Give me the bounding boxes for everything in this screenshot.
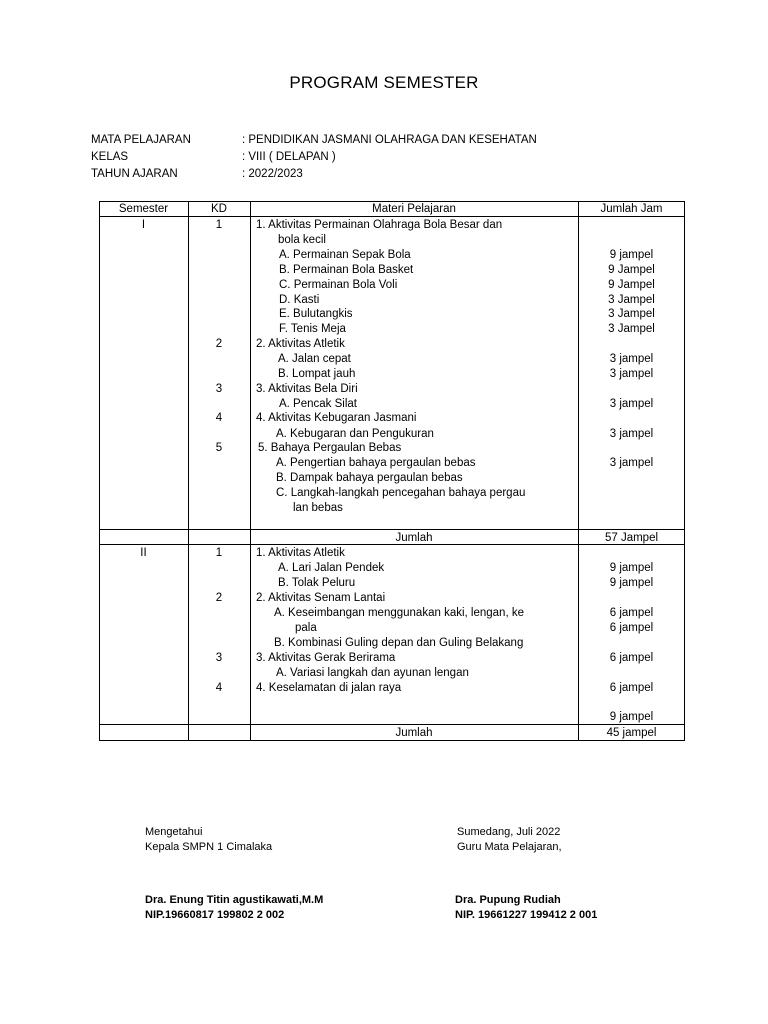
meta-label: KELAS	[91, 151, 129, 163]
materi-item: 2. Aktivitas Atletik	[256, 338, 345, 350]
table-border	[250, 201, 251, 741]
kd-number: 3	[215, 652, 223, 664]
jam-value: 3 jampel	[609, 457, 654, 469]
materi-item: 3. Aktivitas Bela Diri	[256, 383, 358, 395]
table-border	[99, 201, 100, 741]
materi-item: B. Lompat jauh	[278, 368, 356, 380]
sig-right-nip: NIP. 19661227 199412 2 001	[455, 909, 598, 921]
materi-item: B. Kombinasi Guling depan dan Guling Belakang	[274, 637, 524, 649]
meta-label: TAHUN AJARAN	[91, 168, 178, 180]
table-border	[99, 740, 685, 741]
materi-item: A. Jalan cepat	[278, 353, 351, 365]
materi-item: B. Tolak Peluru	[278, 577, 356, 589]
table-border	[99, 529, 685, 530]
materi-item: C. Langkah-langkah pencegahan bahaya pergau	[276, 487, 526, 499]
materi-item: B. Dampak bahaya pergaulan bebas	[276, 472, 463, 484]
meta-value: : PENDIDIKAN JASMANI OLAHRAGA DAN KESEHATAN	[242, 134, 537, 146]
jumlah-value: 45 jampel	[606, 727, 657, 739]
materi-item: lan bebas	[293, 502, 343, 514]
materi-item: pala	[295, 622, 317, 634]
materi-item: A. Pengertian bahaya pergaulan bebas	[276, 457, 476, 469]
jam-value: 9 Jampel	[608, 264, 655, 276]
jam-value: 3 jampel	[609, 428, 654, 440]
materi-item: 4. Aktivitas Kebugaran Jasmani	[256, 412, 417, 424]
table-border	[99, 216, 685, 217]
materi-item: 4. Keselamatan di jalan raya	[256, 682, 402, 694]
jam-value: 3 jampel	[609, 398, 654, 410]
jam-value: 9 jampel	[609, 249, 654, 261]
jam-value: 6 jampel	[609, 652, 654, 664]
materi-item: A. Pencak Silat	[279, 398, 357, 410]
materi-item: bola kecil	[278, 234, 326, 246]
materi-item: 2. Aktivitas Senam Lantai	[256, 592, 386, 604]
jam-value: 3 Jampel	[608, 323, 655, 335]
jam-value: 9 jampel	[609, 577, 654, 589]
materi-item: A. Variasi langkah dan ayunan lengan	[276, 667, 469, 679]
materi-item: 1. Aktivitas Permainan Olahraga Bola Besar dan	[256, 219, 503, 231]
kd-number: 1	[215, 547, 223, 559]
sig-left-line2: Kepala SMPN 1 Cimalaka	[145, 841, 273, 853]
jam-value: 9 jampel	[609, 562, 654, 574]
materi-item: A. Kebugaran dan Pengukuran	[276, 428, 434, 440]
kd-number: 3	[215, 383, 223, 395]
materi-item: F. Tenis Meja	[279, 323, 346, 335]
page-title: PROGRAM SEMESTER	[289, 73, 479, 92]
header-jam: Jumlah Jam	[600, 203, 663, 215]
jam-value: 9 Jampel	[608, 279, 655, 291]
materi-item: 5. Bahaya Pergaulan Bebas	[258, 442, 402, 454]
jam-value: 3 Jampel	[608, 294, 655, 306]
header-kd: KD	[211, 203, 227, 215]
kd-number: 4	[215, 412, 223, 424]
materi-item: 3. Aktivitas Gerak Berirama	[256, 652, 396, 664]
sig-left-name: Dra. Enung Titin agustikawati,M.M	[145, 894, 324, 906]
sig-right-line1: Sumedang, Juli 2022	[457, 826, 561, 838]
kd-number: 2	[215, 592, 223, 604]
sig-right-line2: Guru Mata Pelajaran,	[457, 841, 562, 853]
jam-value: 6 jampel	[609, 682, 654, 694]
meta-label: MATA PELAJARAN	[91, 134, 191, 146]
materi-item: B. Permainan Bola Basket	[279, 264, 414, 276]
jumlah-label: Jumlah	[395, 532, 433, 544]
jam-value: 6 jampel	[609, 622, 654, 634]
header-materi: Materi Pelajaran	[372, 203, 456, 215]
jam-value: 3 jampel	[609, 368, 654, 380]
materi-item: C. Permainan Bola Voli	[279, 279, 398, 291]
meta-value: : 2022/2023	[242, 168, 303, 180]
semester-table	[99, 201, 685, 741]
sig-right-name: Dra. Pupung Rudiah	[455, 894, 561, 906]
kd-number: 5	[215, 442, 223, 454]
kd-number: 4	[215, 682, 223, 694]
materi-item: 1. Aktivitas Atletik	[256, 547, 345, 559]
header-semester: Semester	[118, 203, 169, 215]
jumlah-label: Jumlah	[395, 727, 433, 739]
kd-number: 1	[215, 219, 223, 231]
semester-label: I	[141, 219, 146, 231]
materi-item: A. Lari Jalan Pendek	[278, 562, 385, 574]
jumlah-value: 57 Jampel	[604, 532, 659, 544]
meta-value: : VIII ( DELAPAN )	[242, 151, 336, 163]
kd-number: 2	[215, 338, 223, 350]
jam-value: 3 Jampel	[608, 308, 655, 320]
sig-left-nip: NIP.19660817 199802 2 002	[145, 909, 285, 921]
jam-value: 6 jampel	[609, 607, 654, 619]
materi-item: E. Bulutangkis	[279, 308, 353, 320]
jam-value: 3 jampel	[609, 353, 654, 365]
materi-item: A. Permainan Sepak Bola	[279, 249, 411, 261]
semester-label: II	[140, 547, 147, 559]
materi-item: D. Kasti	[279, 294, 320, 306]
table-border	[99, 724, 685, 725]
sig-left-line1: Mengetahui	[145, 826, 203, 838]
jam-value: 9 jampel	[609, 711, 654, 723]
materi-item: A. Keseimbangan menggunakan kaki, lengan, ke	[274, 607, 524, 619]
